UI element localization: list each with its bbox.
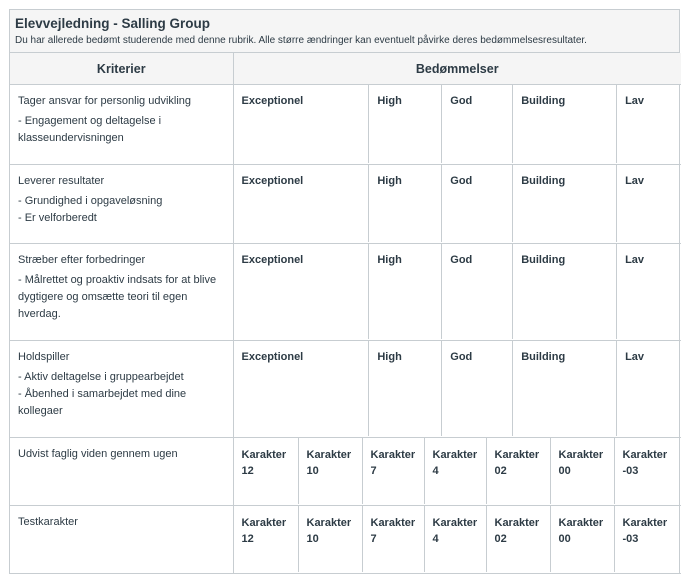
criterion-cell — [10, 438, 233, 506]
rubric-header — [10, 10, 679, 53]
grade-option[interactable] — [362, 438, 424, 504]
grade-label: Karakter — [622, 449, 668, 461]
grade-option[interactable] — [614, 438, 677, 504]
ratings-cell — [233, 506, 681, 574]
grade-option[interactable] — [614, 506, 677, 572]
rating-option[interactable]: Exceptionel — [241, 254, 304, 266]
grade-value: 7 — [370, 533, 377, 545]
criterion-description: Stræber efter forbedringer — [18, 254, 146, 266]
criterion-row — [10, 165, 681, 244]
grade-value: 4 — [432, 465, 439, 477]
criterion-cell — [10, 165, 233, 244]
rating-option[interactable]: Exceptionel — [241, 175, 304, 187]
grade-label: Karakter — [432, 449, 478, 461]
grade-label: Karakter — [241, 517, 287, 529]
grade-label: Karakter — [370, 517, 416, 529]
criterion-row — [10, 341, 681, 438]
rating-option[interactable]: Building — [512, 85, 616, 163]
grade-value: 02 — [494, 533, 507, 545]
grade-option[interactable] — [234, 438, 298, 504]
rating-option[interactable]: High — [368, 165, 441, 242]
rating-option[interactable]: Lav — [616, 244, 681, 339]
grade-label: Karakter — [494, 449, 540, 461]
ratings-list — [234, 165, 682, 242]
rubric-subtitle: Du har allerede bedømt studerende med denne rubrik. Alle større ændringer kan eventuelt påvirke deres bedømmelsesresultater. — [15, 35, 587, 46]
criterion-description: Leverer resultater — [18, 175, 105, 187]
rating-option[interactable]: Lav — [616, 165, 681, 242]
rating-option[interactable]: Building — [512, 244, 616, 339]
criterion-row — [10, 85, 681, 165]
grade-option[interactable] — [486, 506, 550, 572]
criterion-detail: - Er velforberedt — [18, 212, 97, 224]
grade-label: Karakter — [558, 449, 604, 461]
rating-option[interactable]: High — [368, 244, 441, 339]
grade-option[interactable] — [550, 438, 614, 504]
grade-option[interactable] — [486, 438, 550, 504]
criterion-cell — [10, 244, 233, 341]
grade-option[interactable] — [234, 506, 298, 572]
rating-option[interactable]: Exceptionel — [241, 95, 304, 107]
criterion-description: Udvist faglig viden gennem ugen — [18, 448, 178, 460]
criterion-detail: - Engagement og deltagelse i klasseundervisningen — [18, 115, 162, 144]
grade-label: Karakter — [494, 517, 540, 529]
rating-option[interactable]: Lav — [616, 341, 681, 436]
table-header-row — [10, 53, 681, 85]
grade-label: Karakter — [622, 517, 668, 529]
grade-value: 7 — [370, 465, 377, 477]
ratings-list — [234, 341, 682, 436]
ratings-list — [234, 438, 682, 504]
rating-option[interactable]: Exceptionel — [241, 351, 304, 363]
criterion-row — [10, 506, 681, 574]
ratings-cell — [233, 438, 681, 506]
criterion-detail: - Åbenhed i samarbejdet med dine kollegaer — [18, 388, 187, 417]
rubric — [9, 9, 680, 574]
rating-option[interactable]: Building — [512, 165, 616, 242]
rating-option[interactable]: God — [441, 341, 512, 436]
rating-option[interactable]: Building — [512, 341, 616, 436]
grade-value: -03 — [622, 465, 639, 477]
grade-option[interactable] — [424, 438, 486, 504]
grade-value: 10 — [306, 533, 319, 545]
criterion-detail: - Målrettet og proaktiv indsats for at blive dygtigere og omsætte teori til egen hverdag. — [18, 274, 217, 320]
rating-option[interactable]: High — [368, 85, 441, 163]
ratings-list — [234, 506, 682, 572]
grade-value: 12 — [241, 533, 254, 545]
ratings-list — [234, 244, 682, 339]
rating-option[interactable]: God — [441, 244, 512, 339]
ratings-list — [234, 85, 682, 163]
grade-option[interactable] — [424, 506, 486, 572]
criterion-detail: - Grundighed i opgaveløsning — [18, 195, 163, 207]
rubric-title: Elevvejledning - Salling Group — [15, 16, 211, 31]
criterion-description: Holdspiller — [18, 351, 70, 363]
ratings-cell — [233, 165, 681, 244]
criterion-cell — [10, 341, 233, 438]
grade-value: 00 — [558, 465, 571, 477]
grade-label: Karakter — [370, 449, 416, 461]
grade-value: 10 — [306, 465, 319, 477]
grade-value: 00 — [558, 533, 571, 545]
criterion-detail: - Aktiv deltagelse i gruppearbejdet — [18, 371, 184, 383]
rating-option[interactable]: High — [368, 341, 441, 436]
criterion-row — [10, 438, 681, 506]
criteria-column-header: Kriterier — [10, 53, 233, 85]
grade-value: 02 — [494, 465, 507, 477]
grade-label: Karakter — [432, 517, 478, 529]
rating-option[interactable]: God — [441, 165, 512, 242]
criterion-cell — [10, 506, 233, 574]
rating-option[interactable]: Lav — [616, 85, 681, 163]
grade-option[interactable] — [550, 506, 614, 572]
grade-label: Karakter — [306, 517, 352, 529]
grade-value: -03 — [622, 533, 639, 545]
ratings-cell — [233, 341, 681, 438]
ratings-column-header: Bedømmelser — [233, 53, 681, 85]
criterion-description: Testkarakter — [18, 516, 78, 528]
grade-value: 4 — [432, 533, 439, 545]
criterion-cell — [10, 85, 233, 165]
rating-option[interactable]: God — [441, 85, 512, 163]
grade-option[interactable] — [298, 506, 362, 572]
grade-value: 12 — [241, 465, 254, 477]
rubric-table — [10, 53, 681, 574]
criterion-description: Tager ansvar for personlig udvikling — [18, 95, 192, 107]
grade-option[interactable] — [298, 438, 362, 504]
ratings-cell — [233, 85, 681, 165]
grade-label: Karakter — [241, 449, 287, 461]
grade-label: Karakter — [306, 449, 352, 461]
ratings-cell — [233, 244, 681, 341]
grade-label: Karakter — [558, 517, 604, 529]
grade-option[interactable] — [362, 506, 424, 572]
criterion-row — [10, 244, 681, 341]
